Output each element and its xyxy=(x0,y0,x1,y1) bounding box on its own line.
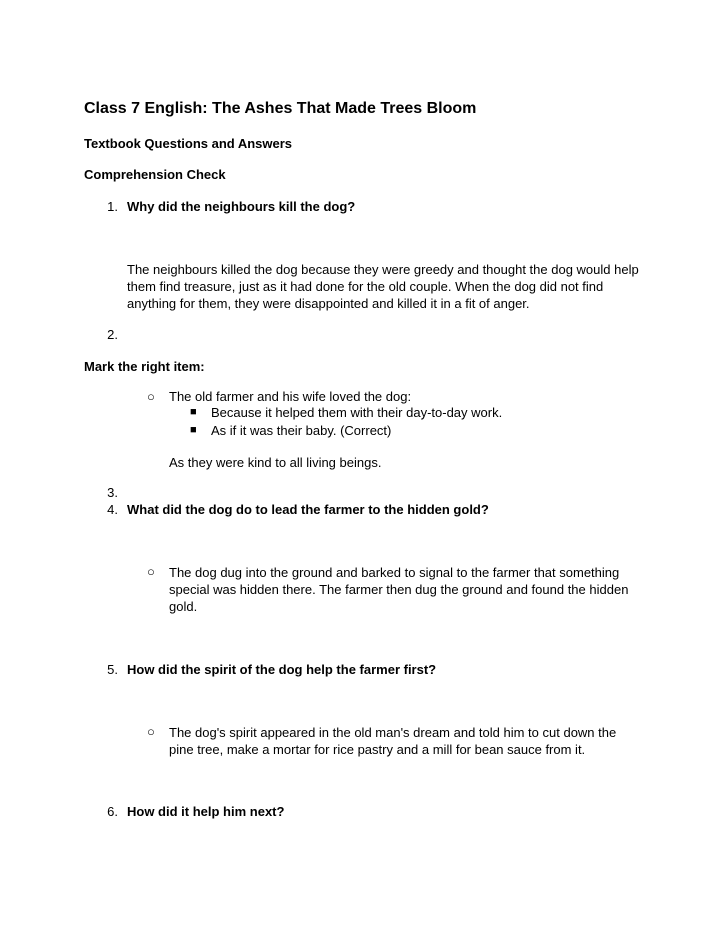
extra-text: As they were kind to all living beings. xyxy=(169,455,382,470)
circle-bullet-icon: ○ xyxy=(147,389,155,404)
question-text: Why did the neighbours kill the dog? xyxy=(127,199,356,214)
question-number: 5. xyxy=(107,662,118,677)
option-item: Because it helped them with their day-to-day work. xyxy=(211,405,503,420)
question-number: 6. xyxy=(107,804,118,819)
circle-bullet-icon: ○ xyxy=(147,724,155,739)
answer-text: The dog dug into the ground and barked to signal to the farmer that something special was hidden there. The farmer then dug the ground and found the hidden gold. xyxy=(169,565,629,614)
circle-bullet-icon: ○ xyxy=(147,564,155,579)
square-bullet-icon: ■ xyxy=(190,406,197,418)
answer-text: The neighbours killed the dog because they were greedy and thought the dog would help them find treasure, just as it had done for the old couple. When the dog did not find anything for them, they were disappointed and killed it in a fit of anger. xyxy=(127,262,639,311)
item-stem: The old farmer and his wife loved the dog: xyxy=(169,389,412,404)
question-number: 4. xyxy=(107,502,118,517)
subtitle: Textbook Questions and Answers xyxy=(84,136,293,151)
question-text: What did the dog do to lead the farmer to the hidden gold? xyxy=(127,502,489,517)
page-title: Class 7 English: The Ashes That Made Trees Bloom xyxy=(84,100,477,117)
mark-heading: Mark the right item: xyxy=(84,359,205,374)
question-number: 3. xyxy=(107,485,118,500)
section-heading: Comprehension Check xyxy=(84,167,226,182)
question-text: How did the spirit of the dog help the farmer first? xyxy=(127,662,437,677)
answer-text: The dog's spirit appeared in the old man's dream and told him to cut down the pine tree, make a mortar for rice pastry and a mill for bean sauce from it. xyxy=(169,725,617,757)
question-text: How did it help him next? xyxy=(127,804,285,819)
square-bullet-icon: ■ xyxy=(190,424,197,436)
question-number: 2. xyxy=(107,327,118,342)
question-number: 1. xyxy=(107,199,118,214)
option-item: As if it was their baby. (Correct) xyxy=(211,423,392,438)
